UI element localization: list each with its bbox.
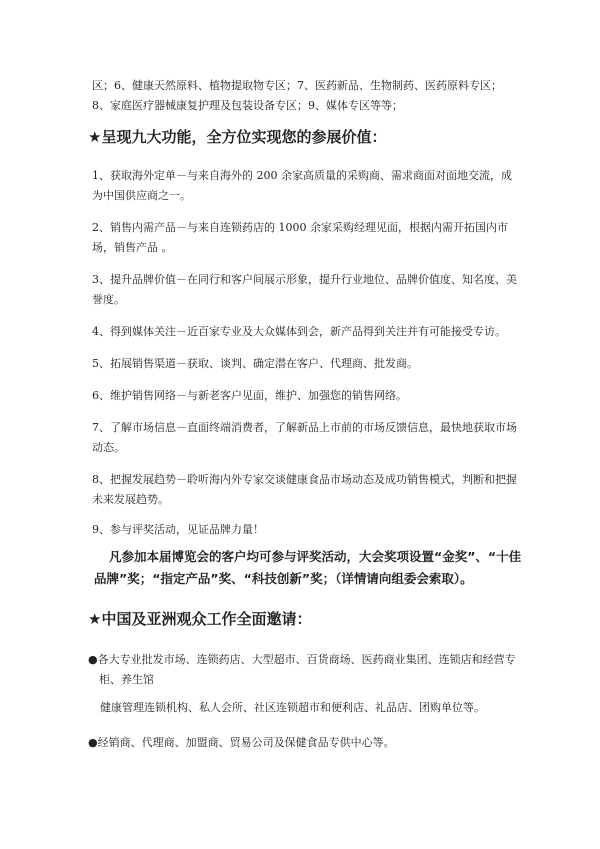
functions-heading: ★呈现九大功能，全方位实现您的参展价值： — [88, 128, 387, 146]
function-item-5: 5、拓展销售渠道－获取、谈判、确定潜在客户、代理商、批发商。 — [92, 357, 418, 370]
intro-paragraph: 区；6、健康天然原料、植物提取物专区；7、医药新品、生物制药、医药原料专区；8、家庭医疗器械康复护理及包装设备专区；9、媒体专区等等； — [92, 79, 502, 112]
function-item-1: 1、获取海外定单－与来自海外的 200 余家高质量的采购商、需求商面对面地交流，成为中国供应商之一。 — [92, 169, 512, 202]
function-item-8: 8、把握发展趋势－聆听海内外专家交谈健康食品市场动态及成功销售模式，判断和把握未来发展趋势。 — [92, 473, 517, 506]
function-item-4: 4、得到媒体关注－近百家专业及大众媒体到会，新产品得到关注并有可能接受专访。 — [92, 325, 506, 338]
function-item-6: 6、维护销售网络－与新老客户见面，维护、加强您的销售网络。 — [92, 389, 407, 402]
function-item-2: 2、销售内需产品－与来自连锁药店的 1000 余家采购经理见面，根据内需开拓国内市场，销售产品 。 — [92, 221, 508, 254]
audience-bullet-1-text: ●各大专业批发市场、连锁药店、大型超市、百货商场、医药商业集团、连锁店和经营专柜、养生馆 — [88, 653, 516, 686]
audience-bullet-1 — [88, 650, 518, 690]
audience-line-2: 健康管理连锁机构、私人会所、社区连锁超市和便利店、礼品店、团购单位等。 — [100, 701, 485, 714]
awards-notice: 凡参加本届博览会的客户均可参与评奖活动，大会奖项设置“金奖”、“十佳品牌”奖；“指定产品”奖、“科技创新”奖；（详情请向组委会索取）。 — [94, 549, 522, 586]
audience-bullet-3 — [88, 733, 518, 753]
audience-heading: ★中国及亚洲观众工作全面邀请： — [88, 610, 312, 628]
function-item-3: 3、提升品牌价值－在同行和客户间展示形象，提升行业地位、品牌价值度、知名度、美誉度。 — [92, 273, 517, 306]
function-item-9: 9、参与评奖活动，见证品牌力量！ — [92, 523, 264, 536]
audience-bullet-3-text: ●经销商、代理商、加盟商、贸易公司及保健食品专供中心等。 — [88, 736, 395, 749]
function-item-7: 7、了解市场信息－直面终端消费者，了解新品上市前的市场反馈信息，最快地获取市场动态。 — [92, 421, 517, 454]
